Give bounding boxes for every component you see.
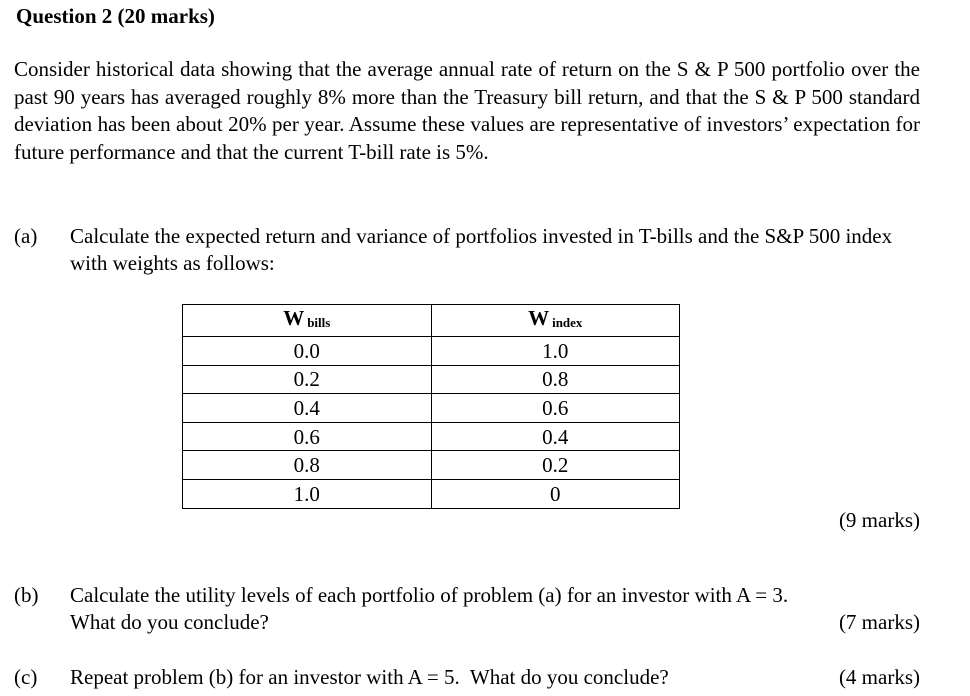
table-row bbox=[183, 479, 680, 508]
part-a-text: Calculate the expected return and variance of portfolios invested in T-bills and the S&P 500 index with weights as follows: bbox=[70, 224, 893, 275]
table-row bbox=[183, 451, 680, 480]
w-bills-cell: 1.0 bbox=[183, 479, 432, 508]
part-b bbox=[14, 582, 920, 636]
w-bills-header-main: W bbox=[283, 306, 305, 330]
table-row bbox=[183, 394, 680, 423]
w-bills-header bbox=[183, 305, 432, 337]
w-bills-cell: 0.2 bbox=[183, 365, 432, 394]
w-index-cell: 1.0 bbox=[431, 337, 680, 366]
part-b-marks: (7 marks) bbox=[838, 610, 920, 634]
w-index-cell: 0.4 bbox=[431, 422, 680, 451]
w-bills-cell: 0.6 bbox=[183, 422, 432, 451]
part-b-line2: What do you conclude? bbox=[70, 610, 269, 634]
w-index-header bbox=[431, 305, 680, 337]
w-index-cell: 0.8 bbox=[431, 365, 680, 394]
w-index-cell: 0.6 bbox=[431, 394, 680, 423]
part-c-text: Repeat problem (b) for an investor with A = 5. What do you conclude? bbox=[70, 665, 669, 689]
weights-table-header-row bbox=[183, 305, 680, 337]
w-index-cell: 0.2 bbox=[431, 451, 680, 480]
w-index-header-sub: index bbox=[552, 315, 583, 330]
w-bills-cell: 0.0 bbox=[183, 337, 432, 366]
table-row bbox=[183, 422, 680, 451]
part-a-marks: (9 marks) bbox=[838, 508, 920, 532]
part-a-letter: (a) bbox=[14, 224, 38, 248]
table-row bbox=[183, 365, 680, 394]
part-c-letter: (c) bbox=[14, 665, 38, 689]
part-b-letter: (b) bbox=[14, 583, 39, 607]
part-a bbox=[14, 223, 920, 277]
w-index-cell: 0 bbox=[431, 479, 680, 508]
w-bills-cell: 0.8 bbox=[183, 451, 432, 480]
part-c-marks: (4 marks) bbox=[838, 665, 920, 689]
question-intro: Consider historical data showing that the average annual rate of return on the S & P 500 portfolio over the past 90 years has averaged roughly 8% more than the Treasury bill return, and that the S & P 500 standard deviation has been about 20% per year. Assume these values are representative of investors’ expectation for future performance and that the current T-bill rate is 5%. bbox=[14, 57, 920, 164]
part-c bbox=[14, 664, 920, 691]
w-bills-cell: 0.4 bbox=[183, 394, 432, 423]
weights-table bbox=[182, 304, 680, 509]
table-row bbox=[183, 337, 680, 366]
w-index-header-main: W bbox=[528, 306, 550, 330]
w-bills-header-sub: bills bbox=[307, 315, 331, 330]
question-heading: Question 2 (20 marks) bbox=[16, 4, 215, 28]
part-b-line1: Calculate the utility levels of each portfolio of problem (a) for an investor with A = 3. bbox=[70, 583, 789, 607]
